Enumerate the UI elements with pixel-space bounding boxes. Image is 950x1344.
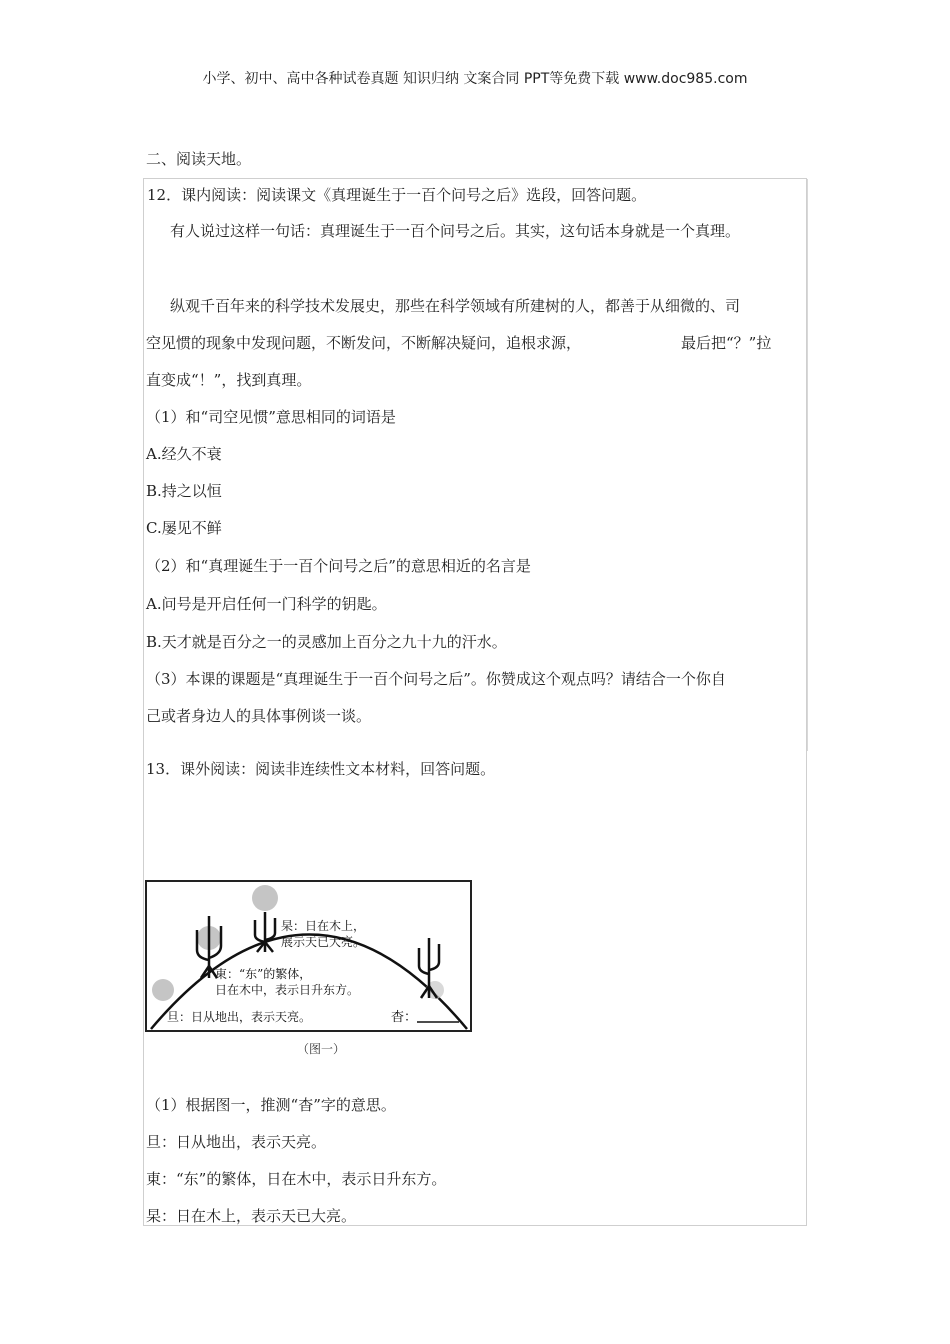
q12-sub2-option-b: B.天才就是百分之一的灵感加上百分之九十九的汗水。	[146, 633, 507, 651]
q12-sub3-line-1: （3）本课的课题是“真理诞生于一百个问号之后”。你赞成这个观点吗？请结合一个你自	[146, 670, 726, 688]
q13-line-gao: 杲：日在木上，表示天已大亮。	[146, 1207, 357, 1225]
q12-sub2-option-a: A.问号是开启任何一门科学的钥匙。	[146, 595, 387, 613]
fig-dong-line-1: 東：“东”的繁体，	[215, 967, 312, 981]
q12-paragraph-2-line-2b: 最后把“？”拉	[681, 334, 772, 352]
fig-gao-line-2: 展示天已大亮。	[281, 935, 366, 949]
q13-sub1-question: （1）根据图一，推测“杳”字的意思。	[146, 1096, 396, 1114]
q12-sub1-option-c: C.屡见不鲜	[146, 519, 222, 537]
q12-sub1-question: （1）和“司空见惯”意思相同的词语是	[146, 408, 396, 426]
fig-gao-line-1: 杲：日在木上，	[281, 919, 366, 933]
q12-intro: 12．课内阅读：阅读课文《真理诞生于一百个问号之后》选段，回答问题。	[147, 186, 647, 204]
fig-yao-label: 杳：	[391, 1010, 418, 1025]
q13-line-dan: 旦：日从地出，表示天亮。	[146, 1133, 327, 1151]
frame-divider	[807, 179, 808, 751]
q13-intro: 13．课外阅读：阅读非连续性文本材料，回答问题。	[146, 760, 496, 778]
q12-paragraph-2-line-1: 纵观千百年来的科学技术发展史，那些在科学领域有所建树的人，都善于从细微的、司	[170, 297, 741, 315]
q12-sub3-line-2: 己或者身边人的具体事例谈一谈。	[146, 707, 372, 725]
fig-dong-line-2: 日在木中，表示日升东方。	[215, 983, 360, 997]
figure-border	[146, 881, 471, 1031]
q12-paragraph-2-line-2a: 空见惯的现象中发现问题，不断发问，不断解决疑问，追根求源，	[146, 334, 582, 352]
q12-sub1-option-b: B.持之以恒	[146, 482, 222, 500]
q12-sub2-question: （2）和“真理诞生于一百个问号之后”的意思相近的名言是	[146, 557, 531, 575]
fig-dan-label: 旦：日从地出，表示天亮。	[167, 1010, 312, 1024]
sun-gao-icon	[252, 885, 278, 911]
q12-sub1-option-a: A.经久不衰	[146, 445, 222, 463]
q12-paragraph-2-line-3: 直变成“！”，找到真理。	[146, 371, 312, 389]
sun-dan-icon	[152, 979, 174, 1001]
q12-paragraph-1: 有人说过这样一句话：真理诞生于一百个问号之后。其实，这句话本身就是一个真理。	[170, 222, 741, 240]
q13-line-dong: 東：“东”的繁体，日在木中，表示日升东方。	[146, 1170, 447, 1188]
figure-caption: （图一）	[297, 1042, 346, 1056]
character-figure	[145, 880, 473, 1033]
page-header: 小学、初中、高中各种试卷真题 知识归纳 文案合同 PPT等免费下载 www.doc985.com	[202, 71, 748, 87]
section-title: 二、阅读天地。	[146, 150, 252, 168]
figure-illustration	[145, 880, 473, 1033]
